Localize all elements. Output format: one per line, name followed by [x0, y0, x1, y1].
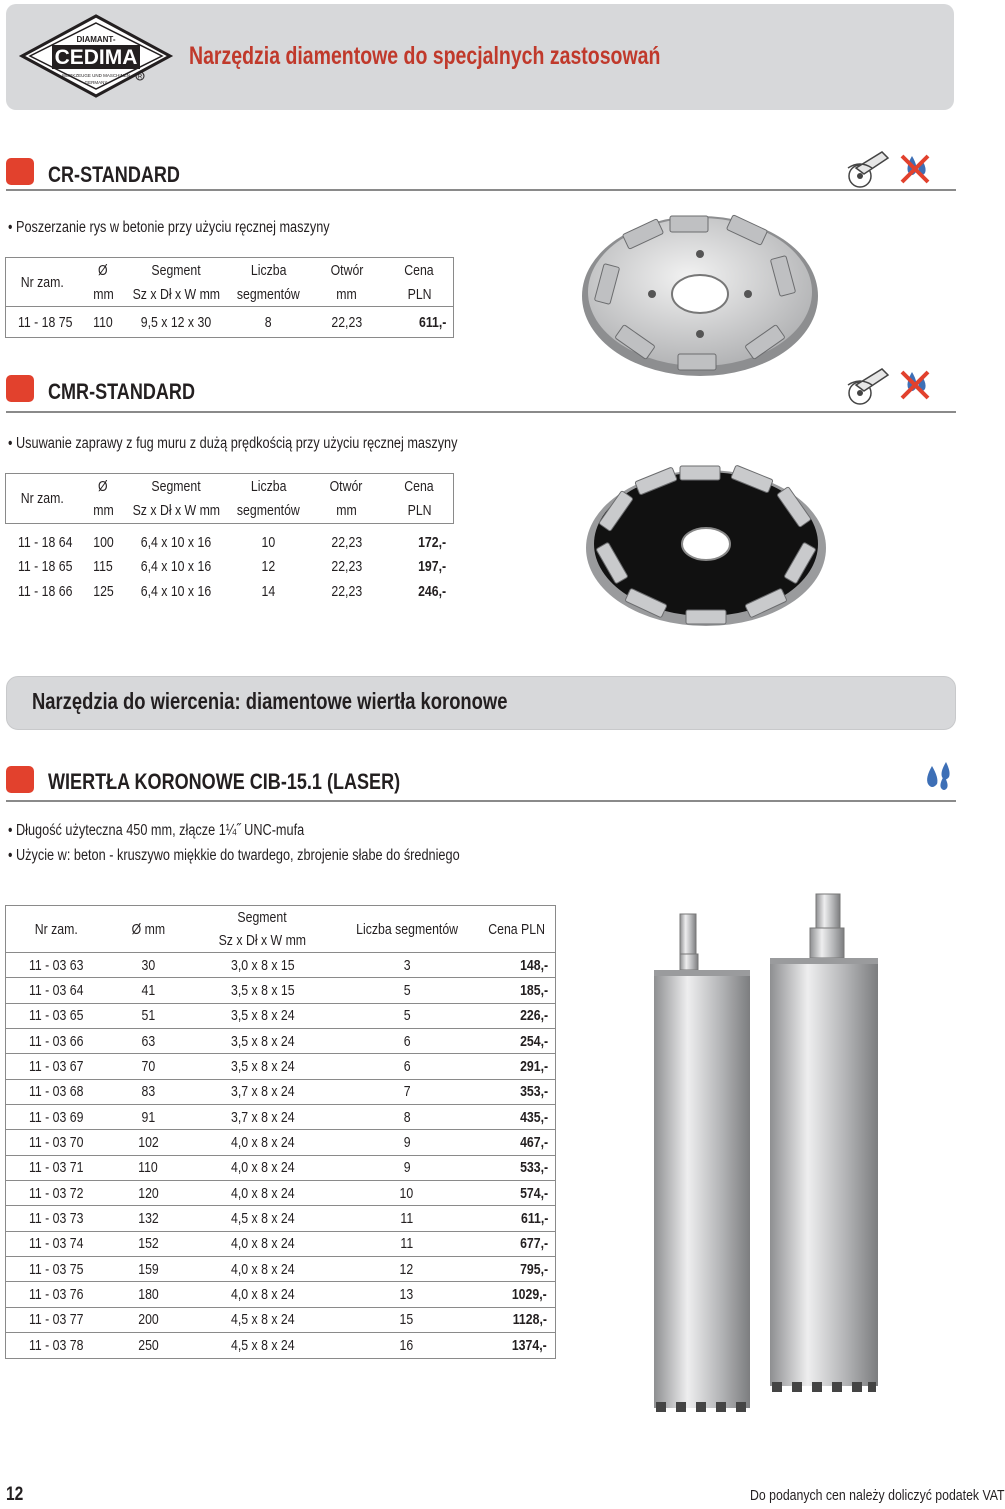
col-header-price: Cena PLN [488, 920, 546, 938]
svg-text:DIAMANT-: DIAMANT- [76, 35, 116, 44]
col-header-segment-unit: Sz x Dł x W mm [132, 285, 221, 303]
col-header-count: Liczba [250, 261, 287, 279]
table-row: 11 - 03 68 83 3,7 x 8 x 24 7 353,- [6, 1079, 556, 1104]
col-header-price: Cena [404, 477, 434, 495]
table-row: 11 - 18 65 115 6,4 x 10 x 16 12 22,23 197,- [17, 558, 447, 576]
col-header-hole-unit: mm [336, 502, 357, 520]
col-header-count-unit: segmentów [237, 285, 300, 303]
table-row: 11 - 18 66 125 6,4 x 10 x 16 14 22,23 246,- [17, 582, 447, 600]
col-header-dia: Ø [98, 477, 108, 495]
table-row: 11 - 03 63 30 3,0 x 8 x 15 3 148,- [6, 953, 556, 978]
table-row: 11 - 03 71 110 4,0 x 8 x 24 9 533,- [6, 1155, 556, 1180]
col-header-nr: Nr zam. [20, 490, 64, 507]
section-divider [6, 411, 956, 413]
table-row: 11 - 18 64 100 6,4 x 10 x 16 10 22,23 172,- [17, 533, 447, 551]
cr-standard-table [5, 257, 454, 338]
cmr-standard-table [5, 473, 454, 604]
core-drill-bullet: • Długość użyteczna 450 mm, złącze 1¼˝ UNC-mufa [8, 822, 305, 839]
svg-text:R: R [137, 74, 143, 81]
section-marker [6, 375, 34, 402]
col-header-price-unit: PLN [407, 285, 432, 303]
col-header-count: Liczba segmentów [355, 920, 458, 938]
core-drill-bullet: • Użycie w: beton - kruszywo miękkie do twardego, zbrojenie słabe do średniego [8, 847, 460, 864]
table-row: 11 - 03 67 70 3,5 x 8 x 24 6 291,- [6, 1054, 556, 1079]
col-header-dia-unit: mm [92, 502, 114, 520]
svg-text:CEDIMA: CEDIMA [54, 46, 138, 69]
table-row: 11 - 03 78 250 4,5 x 8 x 24 16 1374,- [6, 1333, 556, 1358]
drilling-section-title: Narzędzia do wiercenia: diamentowe wiertła koronowe [32, 688, 508, 714]
section-marker [6, 158, 34, 185]
table-row: 11 - 03 77 200 4,5 x 8 x 24 15 1128,- [6, 1307, 556, 1332]
col-header-nr: Nr zam. [34, 920, 78, 938]
core-drill-table [5, 905, 556, 1359]
page-number: 12 [6, 1484, 24, 1505]
table-row: 11 - 03 73 132 4,5 x 8 x 24 11 611,- [6, 1206, 556, 1231]
table-row: 11 - 03 69 91 3,7 x 8 x 24 8 435,- [6, 1105, 556, 1130]
cedima-logo [20, 14, 172, 98]
cr-blade-image [578, 208, 822, 380]
table-row: 11 - 03 72 120 4,0 x 8 x 24 10 574,- [6, 1181, 556, 1206]
col-header-hole-unit: mm [336, 285, 357, 303]
page-title: Narzędzia diamentowe do specjalnych zastosowań [189, 42, 661, 70]
col-header-segment: Segment [151, 477, 201, 495]
core-drill-image [640, 884, 880, 1430]
col-header-dia-unit: mm [92, 285, 114, 303]
col-header-segment-unit: Sz x Dł x W mm [132, 502, 220, 520]
col-header-segment-unit: Sz x Dł x W mm [218, 932, 307, 949]
col-header-hole: Otwór [330, 261, 363, 279]
cr-standard-bullet: • Poszerzanie rys w betonie przy użyciu ręcznej maszyny [8, 219, 330, 236]
water-drops-icon [920, 758, 956, 794]
section-marker [6, 766, 34, 793]
col-header-count: Liczba [250, 477, 287, 495]
col-header-price-unit: PLN [407, 502, 432, 520]
vat-note: Do podanych cen należy doliczyć podatek VAT [750, 1487, 1005, 1504]
no-water-icon [898, 150, 934, 186]
col-header-segment: Segment [237, 909, 288, 926]
cmr-blade-image [580, 460, 832, 630]
table-row: 11 - 03 66 63 3,5 x 8 x 24 6 254,- [6, 1029, 556, 1054]
col-header-count-unit: segmentów [237, 502, 300, 520]
section-divider [6, 800, 956, 802]
cmr-standard-title: CMR-STANDARD [48, 379, 195, 404]
svg-text:WERKZEUGE UND MASCHINEN: WERKZEUGE UND MASCHINEN [61, 73, 131, 78]
angle-grinder-icon [842, 148, 892, 190]
angle-grinder-icon [842, 365, 892, 407]
table-row: 11 - 03 64 41 3,5 x 8 x 15 5 185,- [6, 978, 556, 1003]
core-drill-title: WIERTŁA KORONOWE CIB-15.1 (LASER) [48, 769, 401, 794]
svg-text:GERMANY: GERMANY [84, 80, 108, 85]
cr-standard-title: CR-STANDARD [48, 162, 180, 187]
table-row: 11 - 03 74 152 4,0 x 8 x 24 11 677,- [6, 1231, 556, 1256]
table-row: 11 - 03 65 51 3,5 x 8 x 24 5 226,- [6, 1003, 556, 1028]
cmr-standard-bullet: • Usuwanie zaprawy z fug muru z dużą prędkością przy użyciu ręcznej maszyny [8, 435, 458, 452]
table-row: 11 - 18 75 110 9,5 x 12 x 30 8 22,23 611,- [6, 307, 454, 338]
table-row: 11 - 03 75 159 4,0 x 8 x 24 12 795,- [6, 1257, 556, 1282]
table-row: 11 - 03 70 102 4,0 x 8 x 24 9 467,- [6, 1130, 556, 1155]
col-header-hole: Otwór [330, 477, 363, 495]
col-header-price: Cena [404, 261, 434, 279]
col-header-segment: Segment [151, 261, 201, 279]
no-water-icon [898, 366, 934, 402]
table-row: 11 - 03 76 180 4,0 x 8 x 24 13 1029,- [6, 1282, 556, 1307]
col-header-dia: Ø [98, 261, 108, 279]
col-header-nr: Nr zam. [20, 273, 64, 291]
section-divider [6, 189, 956, 191]
col-header-dia: Ø mm [131, 920, 165, 938]
